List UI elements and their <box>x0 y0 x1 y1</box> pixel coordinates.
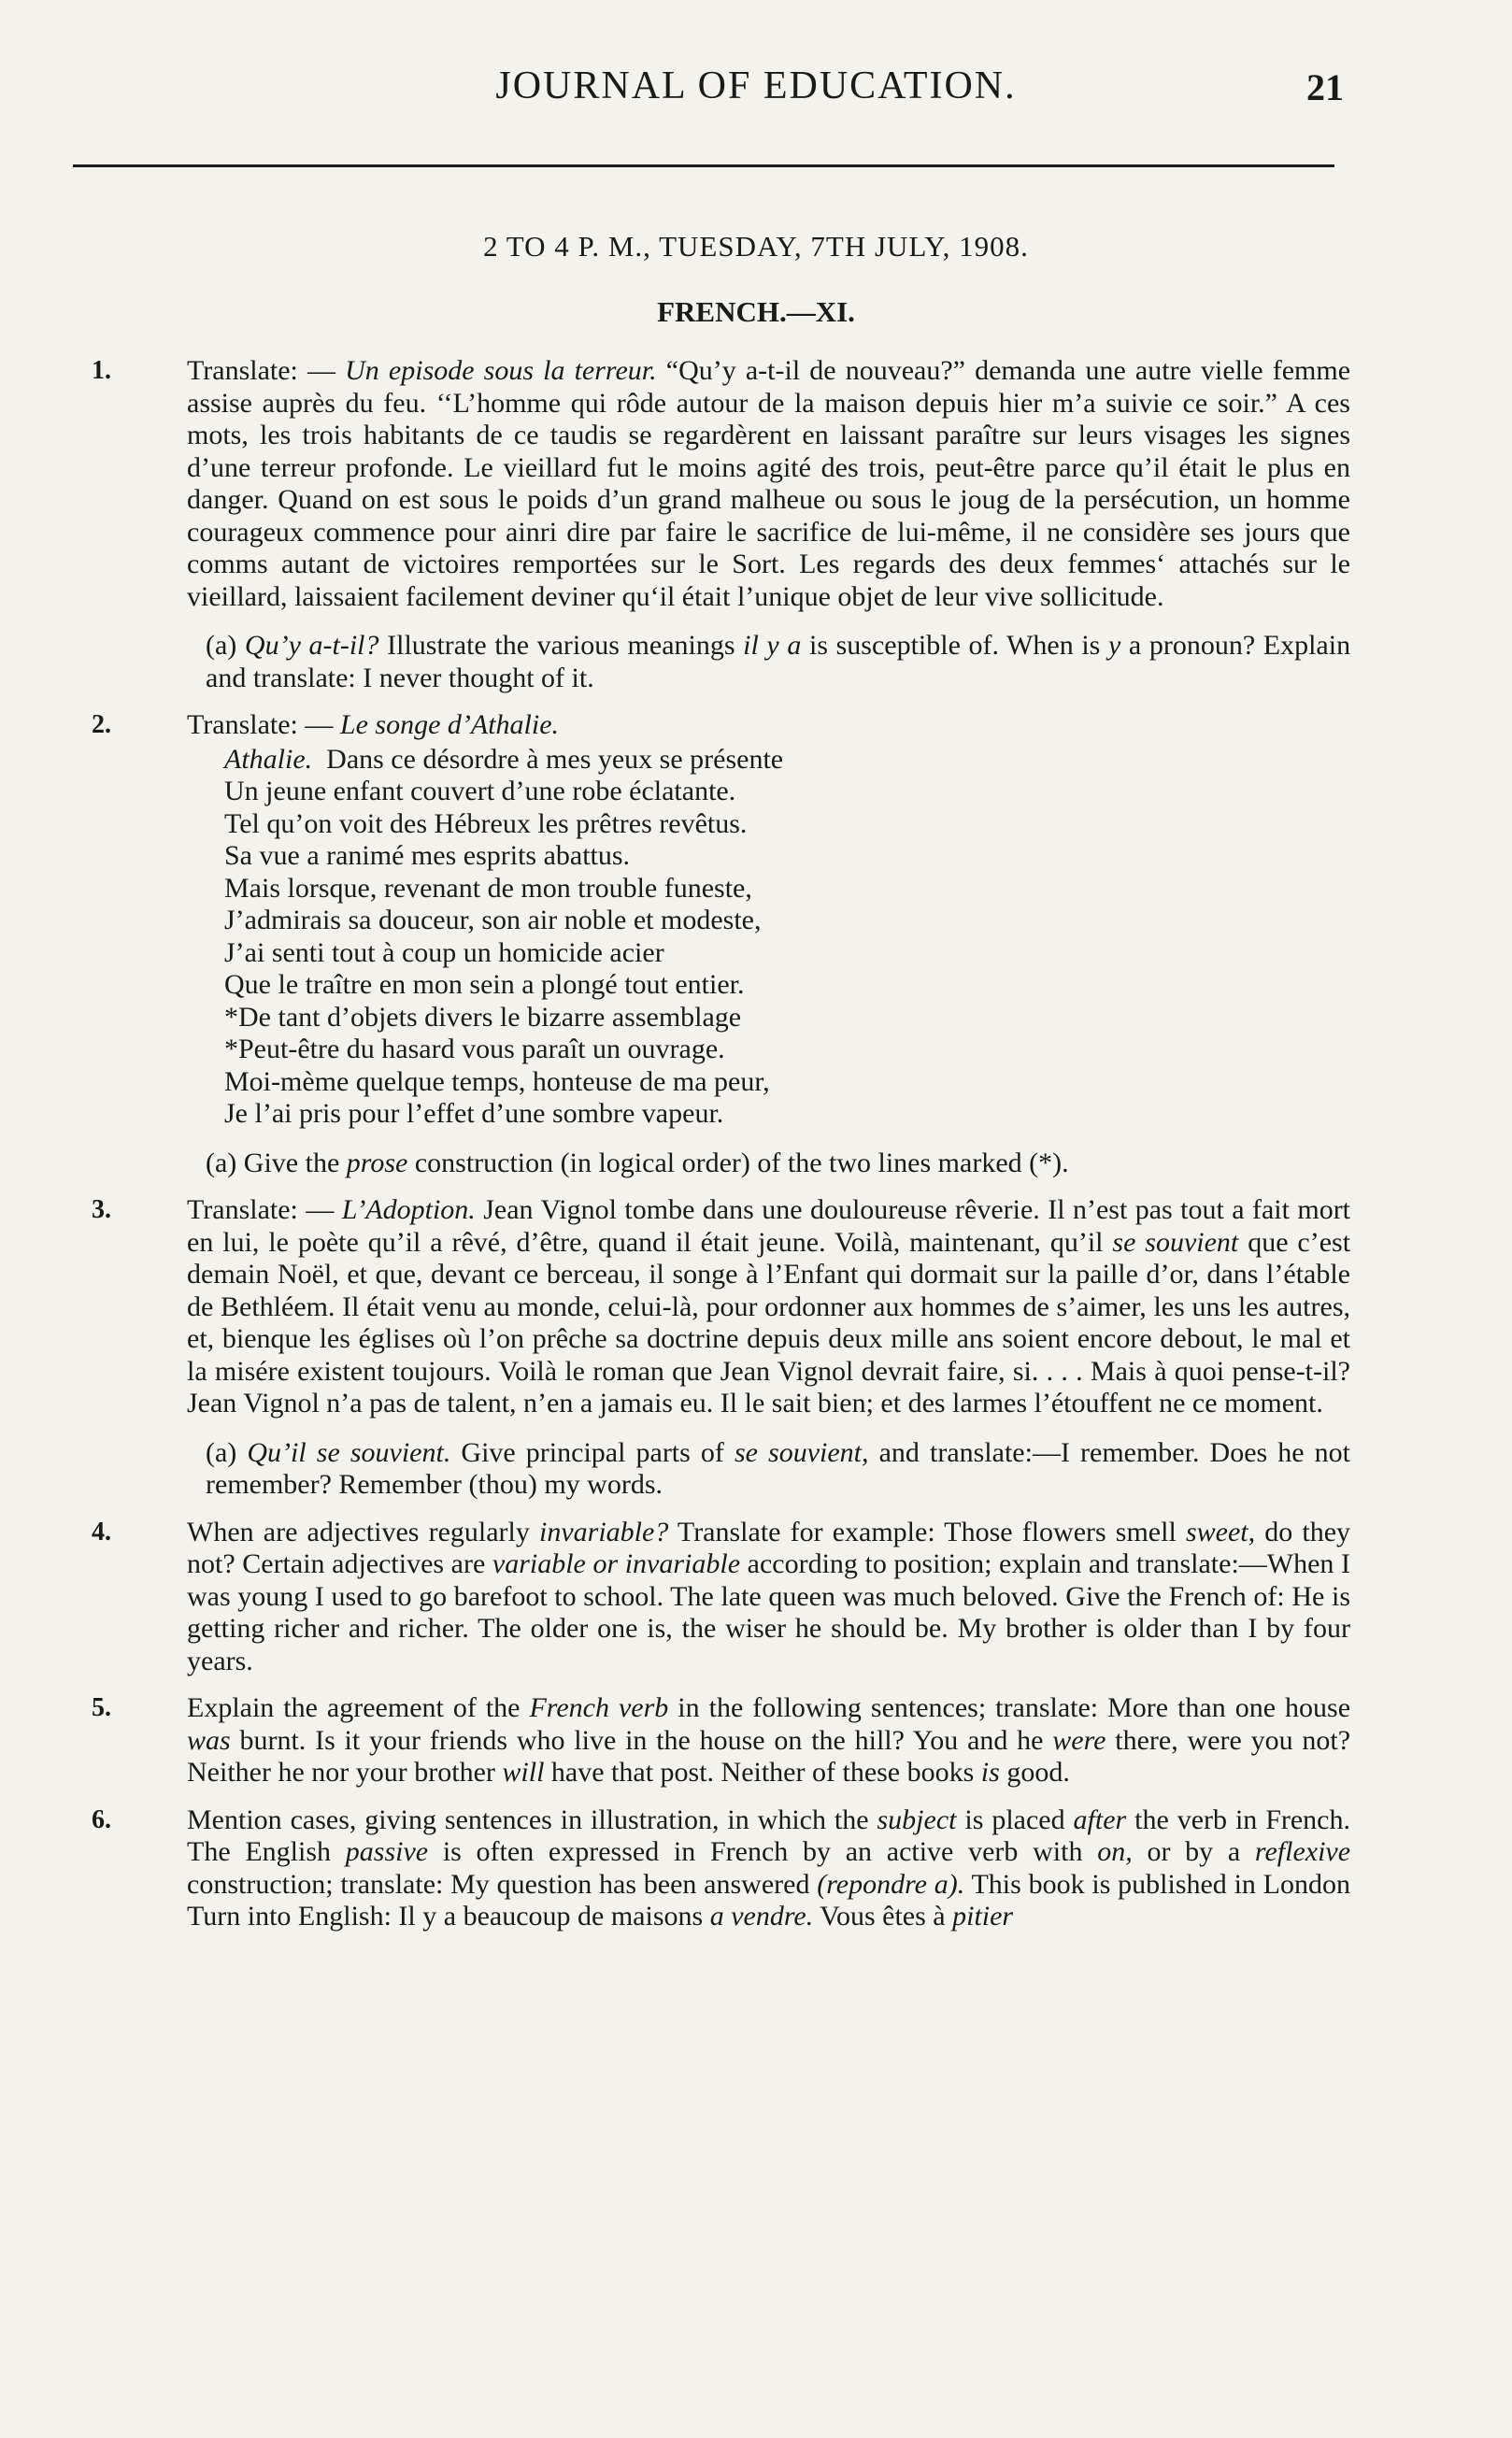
part-text: construction (in logical order) of the two lines marked (*). <box>414 1147 1069 1178</box>
part-italic: Qu’il se souvient. <box>247 1436 451 1468</box>
question-italic: reflexive <box>1254 1836 1351 1867</box>
question-lead: Translate: — <box>187 709 334 740</box>
question-text: have that post. Neither of these books <box>550 1757 975 1788</box>
part-text: Give the <box>243 1147 340 1178</box>
passage-title: L’Adoption. <box>341 1194 476 1225</box>
part-italic: se souvient, <box>734 1436 869 1468</box>
question-text: burnt. Is it your friends who live in the house on the hill? You and he <box>239 1724 1044 1756</box>
part-text: is susceptible of. When is <box>809 630 1101 661</box>
question-1-part-a <box>187 630 1350 694</box>
question-text: Translate for example: Those flowers smell <box>677 1516 1177 1547</box>
question-text: is placed <box>964 1804 1065 1835</box>
part-text: a pronoun? Explain and translate: I never thought of it. <box>206 630 1351 693</box>
verse-line: Sa vue a ranimé mes esprits abattus. <box>224 840 631 871</box>
question-text: This book is published in London Turn into English: Il y a beaucoup de maisons <box>187 1868 1351 1932</box>
question-text: in the following sentences; translate: More than one house <box>678 1692 1351 1723</box>
exam-time: 2 TO 4 P. M., TUESDAY, 7TH JULY, 1908. <box>483 230 1029 263</box>
question-italic: will <box>502 1757 545 1788</box>
verse-line: J’admirais sa douceur, son air noble et modeste, <box>224 905 762 935</box>
question-italic: were <box>1052 1724 1106 1756</box>
verse-line: Que le traître en mon sein a plongé tout entier. <box>224 969 745 1000</box>
verse-line: *Peut-être du hasard vous paraît un ouvrage. <box>224 1034 725 1064</box>
passage-title: Le songe d’Athalie. <box>339 709 560 740</box>
question-italic: invariable? <box>539 1516 669 1547</box>
part-italic: prose <box>346 1147 408 1178</box>
verse-line: Athalie. Dans ce désordre à mes yeux se présente <box>224 743 784 775</box>
question-text: Mention cases, giving sentences in illustration, in which the <box>187 1804 869 1835</box>
verse-line: *De tant d’objets divers le bizarre assemblage <box>224 1001 742 1033</box>
part-italic: Qu’y a-t-il? <box>244 630 379 661</box>
page-number: 21 <box>1306 66 1344 108</box>
question-italic: after <box>1073 1804 1127 1835</box>
passage-italic: se souvient <box>1112 1226 1239 1258</box>
question-number: 4. <box>92 1517 111 1547</box>
question-italic: pitier <box>952 1901 1014 1932</box>
question-text: or by a <box>1147 1836 1241 1867</box>
question-text: construction; translate: My question has been answered <box>187 1868 810 1900</box>
question-3 <box>92 1194 1351 1502</box>
part-label: (a) <box>206 1436 237 1468</box>
question-2 <box>92 709 1350 1179</box>
passage-text: Jean Vignol tombe dans une douloureuse rêverie. Il n’est pas tout a fait mort en lui, le poète qu’il a rêvé, d’être, quand il était jeune. Voilà, maintenant, qu’il <box>187 1194 1351 1258</box>
verse-line: Mais lorsque, revenant de mon trouble funeste, <box>224 872 752 904</box>
part-italic: il y a <box>743 630 802 661</box>
question-number: 2. <box>92 710 111 739</box>
question-2-part-a <box>187 1148 1350 1180</box>
question-text: Explain the agreement of the <box>187 1692 521 1723</box>
question-italic: a vendre. <box>709 1901 814 1932</box>
question-italic: sweet, <box>1185 1516 1256 1547</box>
question-number: 6. <box>92 1804 111 1834</box>
question-italic: subject <box>877 1804 957 1835</box>
question-italic: variable or invariable <box>492 1548 741 1579</box>
question-italic: (repondre a). <box>817 1868 965 1900</box>
verse-line: Tel qu’on voit des Hébreux les prêtres revêtus. <box>224 807 748 839</box>
question-4 <box>92 1516 1351 1678</box>
question-italic: French verb <box>529 1692 669 1723</box>
part-text: and translate:—I remember. Does he not remember? Remember (thou) my words. <box>206 1436 1350 1500</box>
question-lead: Translate: — <box>187 1194 335 1225</box>
passage-title: Un episode sous la terreur. <box>345 355 657 386</box>
verse-passage <box>187 744 1350 1131</box>
question-text: good. <box>1006 1757 1070 1788</box>
question-3-part-a <box>187 1437 1350 1502</box>
question-lead: Translate: — <box>187 355 336 386</box>
question-text: according to position; explain and translate:—When I was young I used to go barefoot to school. The late queen was much beloved. Give the French of: He is getting richer and richer. The older one is, the wiser he should be. My brother is older than I by four years. <box>187 1548 1351 1676</box>
question-6 <box>92 1804 1351 1933</box>
question-number: 5. <box>92 1693 111 1722</box>
question-5 <box>92 1692 1351 1789</box>
verse-line: J’ai senti tout à coup un homicide acier <box>224 936 664 968</box>
header-rule <box>73 164 1334 167</box>
question-1 <box>92 355 1351 694</box>
journal-title: JOURNAL OF EDUCATION. <box>495 64 1017 107</box>
question-italic: passive <box>345 1836 429 1867</box>
question-text: is often expressed in French by an active verb with <box>442 1836 1083 1867</box>
question-text: When are adjectives regularly <box>187 1516 530 1547</box>
question-text: there, were you not? Neither he nor your brother <box>187 1724 1351 1788</box>
verse-line: Je l’ai pris pour l’effet d’une sombre vapeur. <box>224 1098 724 1129</box>
exam-subject: FRENCH.—XI. <box>657 295 855 328</box>
exam-questions <box>92 355 1351 1948</box>
question-number: 3. <box>92 1195 111 1224</box>
part-text: Illustrate the various meanings <box>387 630 735 661</box>
question-number: 1. <box>92 356 111 385</box>
verse-line: Moi-mème quelque temps, honteuse de ma peur, <box>224 1065 770 1097</box>
passage-text: que c’est demain Noël, et que, devant ce berceau, il songe à l’Enfant qui dormait sur la paille d’or, dans l’étable de Bethléem. Il était venu au monde, celui-là, pour ordonner aux hommes de s’aimer, les uns les autres, et, bienque les églises où l’on prêche sa doctrine depuis deux mille ans soient encore debout, le mal et la misére existent toujours. Voilà le roman que Jean Vignol devrait faire, si. . . . Mais à quoi pense-t-il? Jean Vignol n’a pas de talent, n’en a jamais eu. Il le sait bien; et des larmes l’étouffent ne ce moment. <box>187 1226 1351 1419</box>
part-text: Give principal parts of <box>461 1436 724 1468</box>
part-label: (a) <box>206 630 237 661</box>
verse-line: Un jeune enfant couvert d’une robe éclatante. <box>224 776 736 806</box>
question-text: Vous êtes à <box>820 1901 946 1932</box>
question-text: do they not? Certain adjectives are <box>187 1516 1351 1579</box>
verse-speaker: Athalie. <box>224 743 313 775</box>
part-italic: y <box>1107 630 1121 661</box>
question-italic: is <box>980 1757 1000 1788</box>
passage-text: “Qu’y a-t-il de nouveau?” demanda une autre vielle femme assise auprès du feu. ‘‘L’homme qui rôde autour de la maison depuis hier m’a suivie ce soir.” A ces mots, les trois habitants de ce taudis se regardèrent en laissant paraître sur leurs visages les signes d’une terreur profonde. Le vieillard fut le moins agité des trois, peut-être parce qu’il était le plus en danger. Quand on est sous le poids d’un grand malheue ou sous le joug de la persécution, un homme courageux commence pour ainri dire par faire le sacrifice de lui-même, il ne considère ses jours que comms autant de victoires remportées sur le Sort. Les regards des deux femmes‘ attachés sur le vieillard, laissaient facilement deviner qu‘il était l’unique objet de leur vive sollicitude. <box>187 355 1351 612</box>
question-italic: on, <box>1097 1836 1133 1867</box>
question-text: the verb in French. The English <box>187 1804 1350 1867</box>
part-label: (a) <box>206 1147 237 1178</box>
question-italic: was <box>187 1724 231 1756</box>
